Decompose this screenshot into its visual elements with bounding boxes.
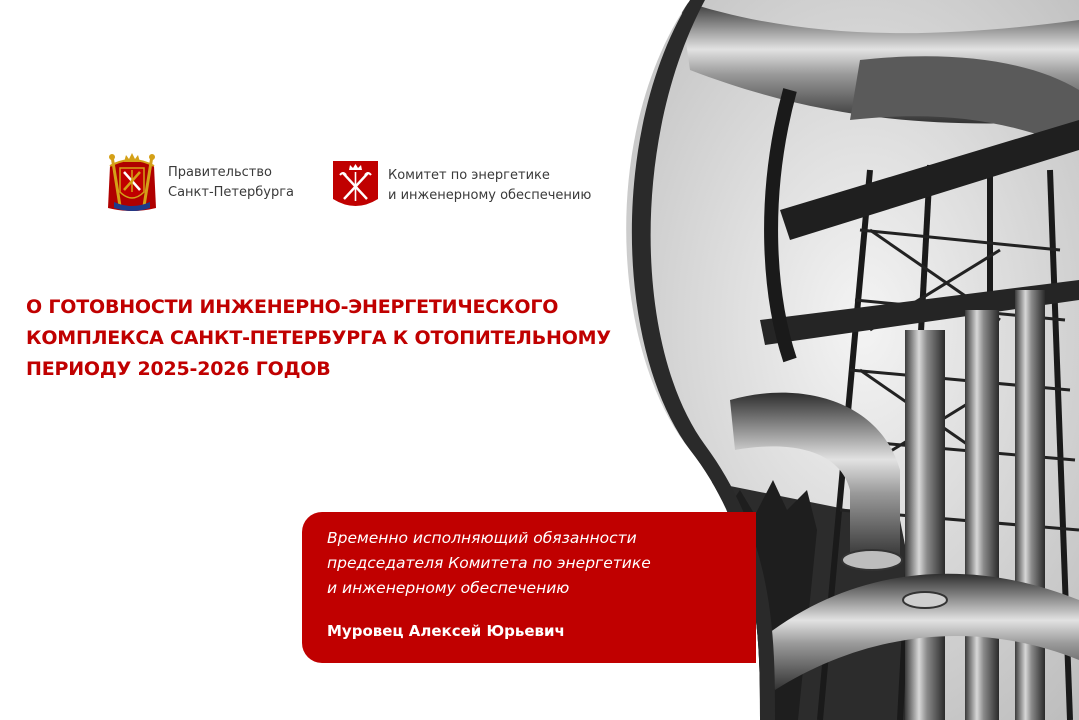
role-line1: Временно исполняющий обязанности [327, 529, 637, 547]
government-logo [106, 152, 294, 214]
title-line3: ПЕРИОДУ 2025-2026 ГОДОВ [26, 358, 331, 380]
committee-name-line1: Комитет по энергетике [388, 168, 550, 183]
committee-logo [333, 161, 591, 211]
title-line2: КОМПЛЕКСА САНКТ-ПЕТЕРБУРГА К ОТОПИТЕЛЬНОМУ [26, 327, 611, 349]
title-line1: О ГОТОВНОСТИ ИНЖЕНЕРНО-ЭНЕРГЕТИЧЕСКОГО [26, 296, 559, 318]
presenter-role [327, 526, 756, 601]
role-line2: председателя Комитета по энергетике [327, 554, 651, 572]
committee-logo-text [388, 166, 591, 206]
committee-emblem-icon [333, 161, 378, 211]
role-line3: и инженерному обеспечению [327, 579, 570, 597]
government-logo-text [168, 163, 294, 203]
slide-title [26, 292, 666, 385]
government-name-line1: Правительство [168, 165, 272, 180]
presenter-box [302, 512, 756, 663]
committee-name-line2: и инженерному обеспечению [388, 188, 592, 203]
presenter-name: Муровец Алексей Юрьевич [327, 622, 565, 640]
coat-of-arms-icon [106, 152, 158, 214]
government-name-line2: Санкт-Петербурга [168, 185, 295, 200]
